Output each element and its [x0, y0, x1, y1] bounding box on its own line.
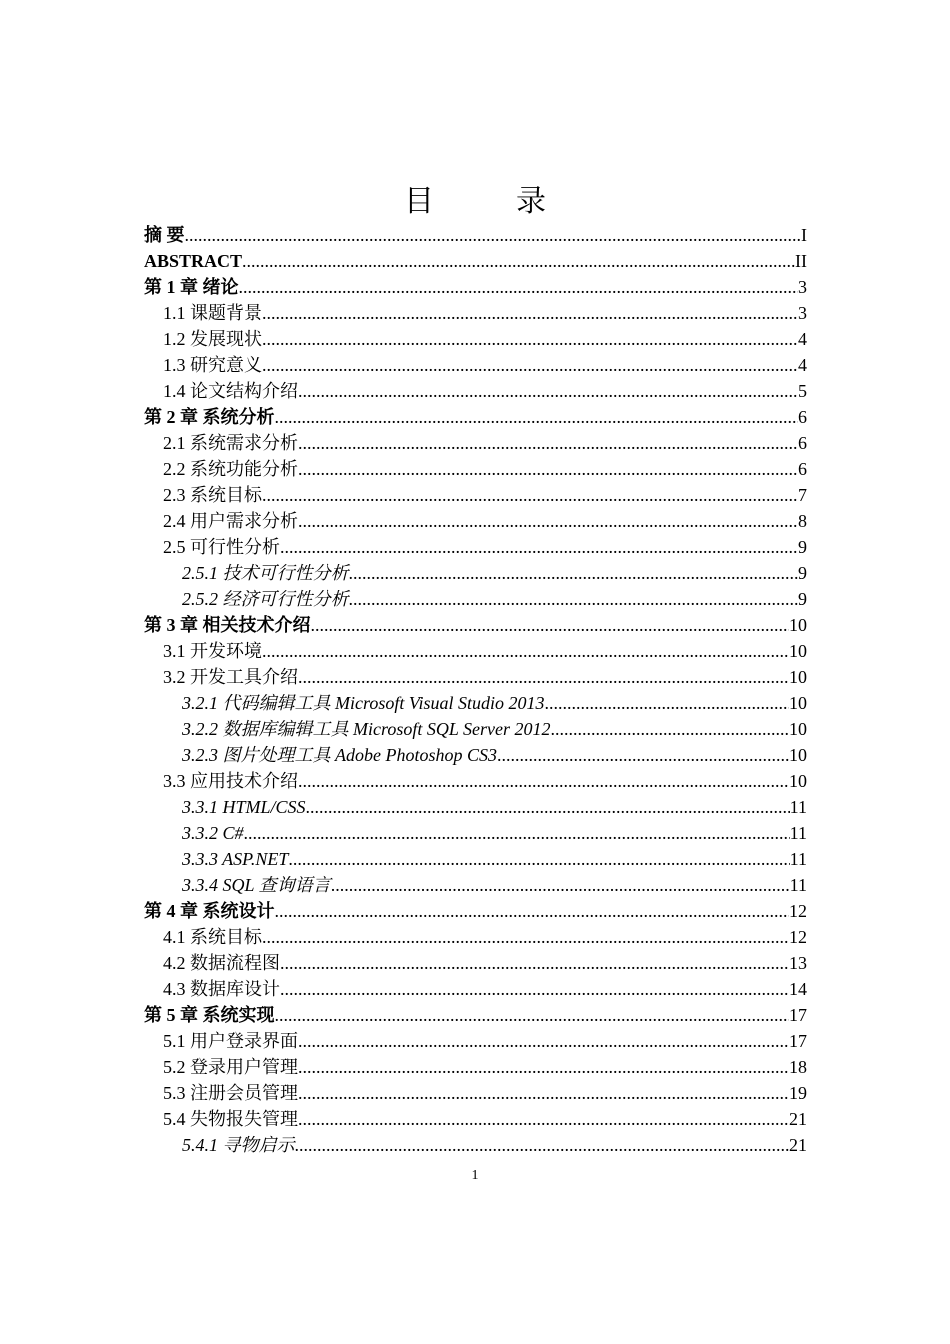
toc-entry-title: 4.3 数据库设计 — [163, 979, 280, 999]
toc-entry[interactable] — [144, 456, 807, 482]
toc-entry-page: 9 — [798, 589, 807, 609]
toc-dot-leader — [280, 950, 789, 976]
toc-entry-title: 3.3 应用技术介绍 — [163, 771, 298, 791]
toc-entry[interactable] — [144, 716, 807, 742]
toc-entry-title: 5.2 登录用户管理 — [163, 1057, 298, 1077]
toc-dot-leader — [298, 1054, 789, 1080]
toc-entry-title: 第 5 章 系统实现 — [144, 1005, 275, 1025]
toc-entry[interactable] — [144, 326, 807, 352]
toc-entry[interactable] — [144, 1002, 807, 1028]
toc-entry[interactable] — [144, 482, 807, 508]
toc-entry-title: 5.4.1 寻物启示 — [182, 1135, 295, 1155]
toc-dot-leader — [262, 352, 798, 378]
toc-dot-leader — [306, 794, 790, 820]
toc-entry-title: 3.3.2 C# — [182, 823, 244, 843]
toc-entry-page: 10 — [789, 641, 807, 661]
toc-entry[interactable] — [144, 300, 807, 326]
toc-dot-leader — [311, 612, 790, 638]
toc-dot-leader — [262, 482, 798, 508]
toc-entry-title: 第 4 章 系统设计 — [144, 901, 275, 921]
toc-entry[interactable] — [144, 846, 807, 872]
toc-entry-title: 2.5.1 技术可行性分析 — [182, 563, 349, 583]
toc-entry[interactable] — [144, 1028, 807, 1054]
toc-entry-page: 11 — [789, 849, 807, 869]
toc-entry[interactable] — [144, 1132, 807, 1158]
toc-entry-page: 7 — [798, 485, 807, 505]
toc-entry-title: 3.2.1 代码编辑工具 Microsoft Visual Studio 2013 — [182, 693, 545, 713]
toc-entry-page: 9 — [798, 537, 807, 557]
toc-entry-page: 5 — [798, 381, 807, 401]
toc-entry-page: 3 — [798, 303, 807, 323]
toc-entry-title: ABSTRACT — [144, 251, 243, 271]
toc-entry[interactable] — [144, 950, 807, 976]
toc-entry-page: 11 — [789, 875, 807, 895]
toc-entry-page: 14 — [789, 979, 807, 999]
toc-entry-title: 1.1 课题背景 — [163, 303, 262, 323]
toc-entry-title: 4.2 数据流程图 — [163, 953, 280, 973]
toc-entry-title: 3.3.1 HTML/CSS — [182, 797, 306, 817]
toc-dot-leader — [185, 222, 802, 248]
toc-dot-leader — [551, 716, 790, 742]
toc-dot-leader — [298, 1028, 789, 1054]
toc-entry-title: 2.4 用户需求分析 — [163, 511, 298, 531]
toc-entry-page: 6 — [798, 433, 807, 453]
toc-entry-page: 21 — [789, 1135, 807, 1155]
toc-dot-leader — [275, 1002, 790, 1028]
toc-entry-page: 4 — [798, 355, 807, 375]
page-title: 目 录 — [404, 184, 572, 219]
toc-entry-title: 4.1 系统目标 — [163, 927, 262, 947]
toc-dot-leader — [275, 898, 790, 924]
toc-dot-leader — [298, 508, 798, 534]
toc-entry-page: 3 — [798, 277, 807, 297]
page-number: 1 — [471, 1168, 479, 1183]
toc-entry-page: 8 — [798, 511, 807, 531]
toc-entry[interactable] — [144, 222, 807, 248]
toc-entry-title: 2.5.2 经济可行性分析 — [182, 589, 349, 609]
toc-entry-title: 2.2 系统功能分析 — [163, 459, 298, 479]
toc-entry-page: 19 — [789, 1083, 807, 1103]
toc-entry-title: 2.1 系统需求分析 — [163, 433, 298, 453]
toc-entry-page: 9 — [798, 563, 807, 583]
toc-entry-page: 6 — [798, 407, 807, 427]
toc-entry[interactable] — [144, 794, 807, 820]
toc-entry[interactable] — [144, 560, 807, 586]
toc-entry[interactable] — [144, 274, 807, 300]
toc-dot-leader — [262, 300, 798, 326]
toc-entry-page: 11 — [789, 797, 807, 817]
toc-entry-title: 1.3 研究意义 — [163, 355, 262, 375]
toc-entry[interactable] — [144, 352, 807, 378]
toc-entry-title: 3.2.3 图片处理工具 Adobe Photoshop CS3 — [182, 745, 497, 765]
toc-entry-page: 17 — [789, 1005, 807, 1025]
toc-dot-leader — [298, 1080, 789, 1106]
toc-entry[interactable] — [144, 1080, 807, 1106]
toc-entry[interactable] — [144, 508, 807, 534]
toc-entry[interactable] — [144, 742, 807, 768]
toc-entry-title: 5.4 失物报失管理 — [163, 1109, 298, 1129]
toc-entry-page: I — [801, 225, 807, 245]
toc-entry[interactable] — [144, 820, 807, 846]
toc-dot-leader — [262, 638, 789, 664]
toc-dot-leader — [298, 768, 789, 794]
toc-dot-leader — [331, 872, 790, 898]
toc-entry[interactable] — [144, 872, 807, 898]
toc-entry-title: 第 1 章 绪论 — [144, 277, 239, 297]
toc-entry-title: 2.5 可行性分析 — [163, 537, 280, 557]
toc-dot-leader — [275, 404, 799, 430]
toc-entry-title: 摘 要 — [144, 225, 185, 245]
toc-entry-page: 17 — [789, 1031, 807, 1051]
toc-entry-title: 5.1 用户登录界面 — [163, 1031, 298, 1051]
toc-entry-page: 12 — [789, 901, 807, 921]
toc-dot-leader — [288, 846, 789, 872]
toc-dot-leader — [497, 742, 789, 768]
toc-entry-page: 10 — [789, 719, 807, 739]
toc-dot-leader — [545, 690, 790, 716]
toc-entry-title: 3.2.2 数据库编辑工具 Microsoft SQL Server 2012 — [182, 719, 551, 739]
toc-entry-title: 3.1 开发环境 — [163, 641, 262, 661]
toc-entry[interactable] — [144, 378, 807, 404]
toc-entry[interactable] — [144, 404, 807, 430]
toc-dot-leader — [349, 560, 799, 586]
toc-entry-title: 3.3.3 ASP.NET — [182, 849, 289, 869]
toc-dot-leader — [239, 274, 799, 300]
toc-entry[interactable] — [144, 430, 807, 456]
toc-dot-leader — [244, 820, 790, 846]
toc-entry-title: 第 2 章 系统分析 — [144, 407, 275, 427]
toc-entry[interactable] — [144, 664, 807, 690]
toc-entry-page: 10 — [789, 771, 807, 791]
toc-dot-leader — [298, 1106, 789, 1132]
toc-entry[interactable] — [144, 768, 807, 794]
toc-dot-leader — [298, 430, 798, 456]
toc-dot-leader — [262, 326, 798, 352]
toc-dot-leader — [298, 378, 798, 404]
toc-entry-page: 10 — [789, 615, 807, 635]
toc-entry[interactable] — [144, 612, 807, 638]
toc-entry-page: 13 — [789, 953, 807, 973]
toc-entry-page: 4 — [798, 329, 807, 349]
toc-entry[interactable] — [144, 1054, 807, 1080]
toc-entry[interactable] — [144, 898, 807, 924]
toc-dot-leader — [298, 456, 798, 482]
toc-entry[interactable] — [144, 248, 807, 274]
toc-dot-leader — [295, 1132, 790, 1158]
toc-dot-leader — [349, 586, 799, 612]
toc-entry-page: 21 — [789, 1109, 807, 1129]
toc-entry-page: 10 — [789, 745, 807, 765]
toc-entry-page: 10 — [789, 667, 807, 687]
toc-entry-page: II — [795, 251, 807, 271]
toc-entry[interactable] — [144, 924, 807, 950]
toc-entry[interactable] — [144, 976, 807, 1002]
toc-entry-title: 1.2 发展现状 — [163, 329, 262, 349]
toc-entry-page: 12 — [789, 927, 807, 947]
toc-entry-page: 11 — [789, 823, 807, 843]
toc-entry[interactable] — [144, 690, 807, 716]
toc-entry-title: 2.3 系统目标 — [163, 485, 262, 505]
toc-entry[interactable] — [144, 534, 807, 560]
toc-dot-leader — [298, 664, 789, 690]
toc-entry-title: 3.2 开发工具介绍 — [163, 667, 298, 687]
table-of-contents — [144, 222, 807, 1158]
toc-entry-page: 10 — [789, 693, 807, 713]
toc-entry[interactable] — [144, 1106, 807, 1132]
toc-entry-title: 5.3 注册会员管理 — [163, 1083, 298, 1103]
toc-dot-leader — [242, 248, 795, 274]
toc-dot-leader — [262, 924, 789, 950]
toc-entry-title: 第 3 章 相关技术介绍 — [144, 615, 311, 635]
toc-entry[interactable] — [144, 638, 807, 664]
toc-entry-title: 3.3.4 SQL 查询语言 — [182, 875, 331, 895]
toc-dot-leader — [280, 534, 798, 560]
toc-entry-page: 18 — [789, 1057, 807, 1077]
toc-entry-page: 6 — [798, 459, 807, 479]
toc-entry-title: 1.4 论文结构介绍 — [163, 381, 298, 401]
toc-dot-leader — [280, 976, 789, 1002]
toc-entry[interactable] — [144, 586, 807, 612]
